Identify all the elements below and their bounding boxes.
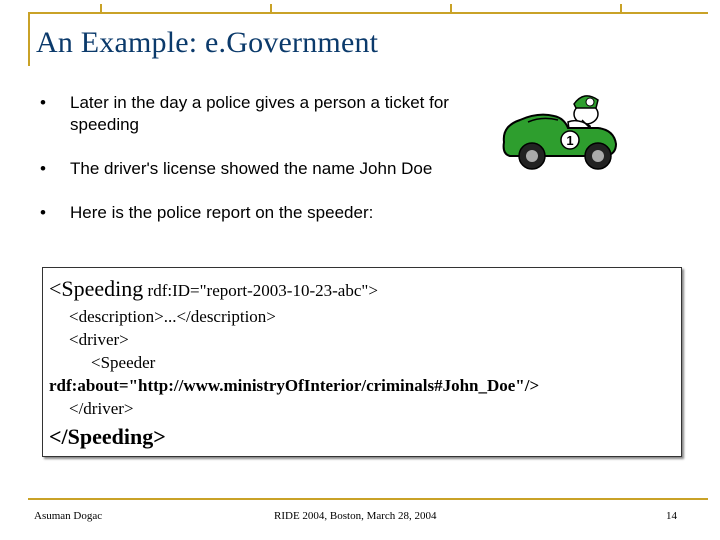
bullet-item (30, 158, 470, 180)
bullet-text: Later in the day a police gives a person a ticket for speeding (70, 93, 449, 134)
code-rdf-id-attr: rdf:ID="report-2003-10-23-abc"> (143, 281, 378, 300)
frame-tick (450, 4, 452, 14)
race-car-icon (498, 82, 620, 182)
code-line-7: </Speeding> (49, 424, 166, 449)
frame-tick (620, 4, 622, 14)
bullet-dot: • (40, 203, 46, 222)
bullet-list (30, 92, 470, 246)
bullet-dot: • (40, 93, 46, 112)
code-line-2: <description>...</description> (69, 307, 276, 326)
frame-tick (270, 4, 272, 14)
code-line-1 (49, 276, 378, 302)
code-line-4: <Speeder (91, 353, 156, 372)
police-report-code-box (42, 267, 682, 457)
footer-page-number: 14 (666, 510, 677, 522)
footer-venue: RIDE 2004, Boston, March 28, 2004 (274, 510, 437, 522)
bullet-dot: • (40, 159, 46, 178)
frame-top-line (28, 12, 708, 14)
bullet-text: Here is the police report on the speeder: (70, 203, 374, 222)
bullet-text: The driver's license showed the name John Doe (70, 159, 433, 178)
code-line-6: </driver> (69, 399, 134, 418)
bullet-item (30, 92, 470, 136)
code-speeding-open-tag: <Speeding (49, 276, 144, 301)
frame-bottom-line (28, 498, 708, 500)
slide-title: An Example: e.Government (36, 26, 379, 59)
footer-author: Asuman Dogac (34, 510, 103, 522)
frame-tick (100, 4, 102, 14)
car-number: 1 (566, 133, 574, 148)
code-line-3: <driver> (69, 330, 129, 349)
frame-left-line (28, 12, 30, 66)
code-line-5: rdf:about="http://www.ministryOfInterior/criminals#John_Doe"/> (49, 376, 540, 395)
bullet-item (30, 202, 470, 224)
